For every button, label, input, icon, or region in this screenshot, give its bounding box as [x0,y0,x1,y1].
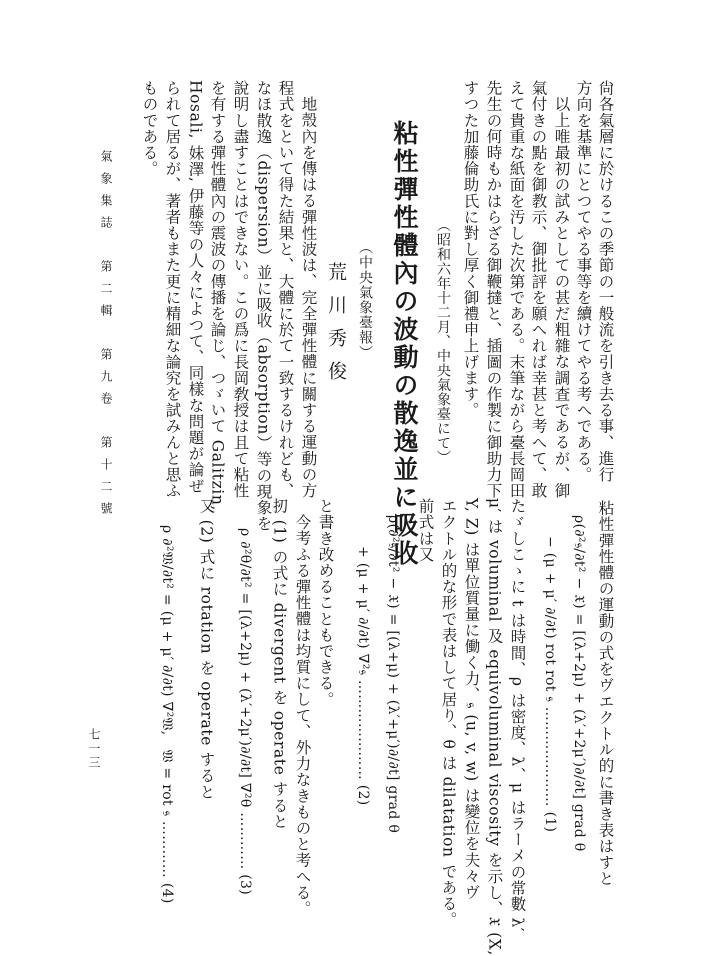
date-line: （昭和六年十二月、中央氣象臺にて） [435,218,451,465]
body-line: 地殼內を傳はる彈性波は、完全彈性體に關する運動の方 [299,96,318,499]
body-line: を有する彈性體內の震波の傳播を論じ、つゞいて Galitzin, [208,80,227,511]
author-name: 荒川秀俊 [325,262,347,394]
body-line: Y, Z) は單位質量に働く力、𝔰 (u, v, w) は變位を夫々ヴ [462,498,481,900]
intro-line: 先生の何時もかはらざる御鞭撻と、插圖の作製に御助力下 [484,80,503,499]
journal-footer: 氣象集誌 第二輯 第九卷 第十二號 [99,150,113,524]
intro-line: 以上唯最初の試みとしての甚だ粗雜な調査であるが、御 [552,96,571,499]
body-line: 粘性彈性體の運動の式をヴエクトル的に書き表はすと [596,500,615,887]
equation-2-line-1: ρ(∂²𝔰/∂t² − 𝔛) = [(λ+μ) + (λ′+μ′)∂/∂t] grad θ [385,515,401,834]
body-line: たゞしこゝに t は時間、ρ は密度、λ、μ はラーメの常數 λ′ [508,498,527,933]
body-line: 說明し盡すことはできない。この爲に長岡敎授は且て粘性 [231,80,250,499]
body-line: μ′ は voluminal 及 equivoluminal viscosity を示し、𝔛 (X, [485,498,504,956]
intro-line: 方向を基準にとつてやる事等を續けてやる考へである。 [574,80,593,483]
body-line: Hosali, 妹澤, 伊藤等の人々によつて、同樣な問題が論ぜ [186,80,205,494]
body-line: 扨 (1) の式に divergent を operate すると [270,498,289,830]
body-line: られて居るが、著者もまた更に精細な論究を試みんと思ふ [163,80,182,499]
equation-1-line-2: − (μ + μ′ ∂/∂t) rot rot 𝔰 ………………… (1) [542,536,558,833]
intro-line: すつた加藤倫助氏に對し厚く御禮申上げます。 [461,80,480,419]
equation-3: ρ ∂²θ/∂t² = [(λ+2μ) + (λ′+2μ′)∂/∂t] ∇²θ ………… (3) [237,528,253,895]
body-line: ものである。 [140,80,159,177]
body-line: と書き改めることもできる。 [316,498,335,708]
author-affiliation: （中央氣象臺報） [357,240,373,360]
body-line: 今考ふる彈性體は均質にして、外力なきものと考へる。 [293,514,312,917]
equation-1-line-1: ρ(∂²𝔰/∂t² − 𝔛) = [(λ+2μ) + (λ′+2μ′)∂/∂t] grad θ [571,515,587,852]
intro-line: 氣付きの點を御教示、御批評を願へれば幸甚と考へて、敢 [529,80,548,499]
equation-4: ρ ∂²𝔚/∂t² = (μ + μ′ ∂/∂t) ∇²𝔚, 𝔚 = rot 𝔰 ………… (4) [159,525,175,904]
body-line: エクトル的な形で表はして居り、θ は dilatation である。 [439,498,458,928]
equation-2-line-2: + (μ + μ′ ∂/∂t) ∇²𝔰 ………………… (2) [355,546,371,806]
intro-line: 尙各氣層に於けるこの季節の一般流を引き去る事、進行 [596,80,615,483]
article-title: 粘性彈性體內の波動の散逸並に吸收 [390,120,419,568]
body-line: 程式をといて得た結果と、大體に於て一致するけれども、 [276,80,295,499]
body-line: 前式は又 [416,498,435,563]
page-number: 七一三 [87,728,101,770]
body-line: 又 (2) 式に rotation を operate すると [197,498,216,800]
intro-line: えて貴重な紙面を汚した次第である。末筆ながら臺長岡田 [507,80,526,499]
body-line: なほ散逸（dispersion）並に吸收（absorption）等の現象を [254,80,273,532]
